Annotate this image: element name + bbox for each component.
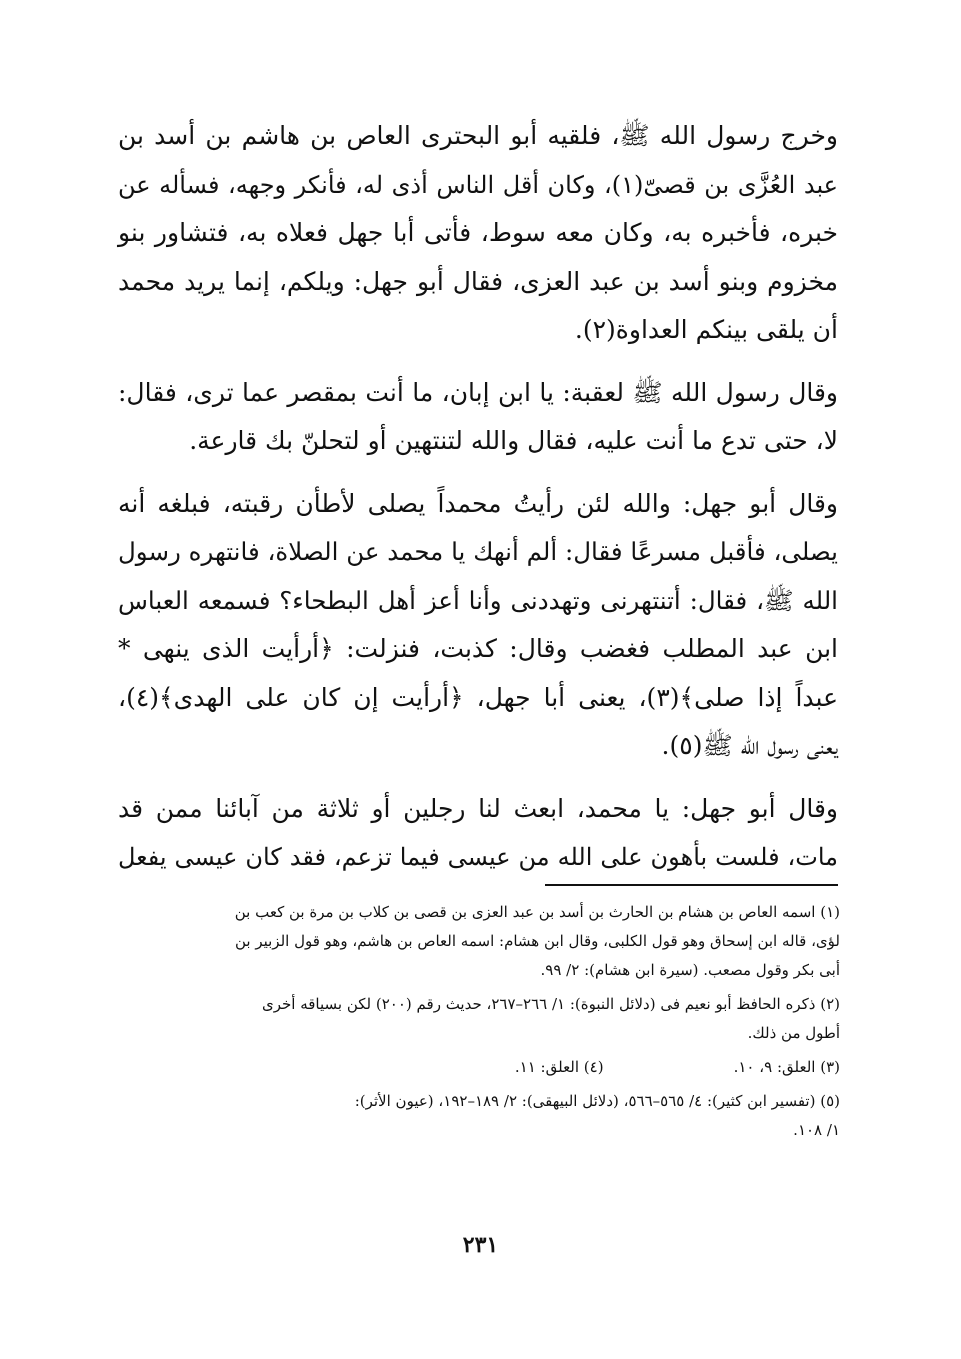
- text-line: يعنى رسول الله ﷺ(٥).: [661, 731, 838, 760]
- footnote-4: [515, 1053, 604, 1082]
- paragraph-2: [118, 369, 838, 466]
- text-line: الله ﷺ، فقال: أتنتهرنى وتهددنى وأنا أعز أهل البطحاء؟ فسمعه العباس: [118, 585, 838, 615]
- text-line: وقال أبو جهل: والله لئن رأيتُ محمداً يصلى لأطأن رقبته، فبلغه أنه: [118, 488, 838, 518]
- text-line: وقال رسول الله ﷺ لعقبة: يا ابن إبان، ما أنت بمقصر عما ترى، فقال:: [118, 377, 838, 407]
- footnote-5: [130, 1087, 840, 1145]
- footnote-row-3-4: [130, 1053, 840, 1082]
- footnote-1: [130, 898, 840, 985]
- footnote-line: لؤى، قاله ابن إسحاق وهو قول الكلبى، وقال ابن هشام: اسمه العاص بن هاشم، وهو قول الزبير بن: [234, 932, 840, 950]
- text-line: يصلى، فأقبل مسرعًا فقال: ألم أنهك يا محمد عن الصلاة، فانتهره رسول: [118, 537, 838, 566]
- footnote-line: (٤) العلق: ١١.: [514, 1058, 604, 1076]
- main-text: [118, 112, 838, 896]
- text-line: عبداً إذا صلى﴾(٣)، يعنى أبا جهل، ﴿أرأيت إن كان على الهدى﴾(٤)،: [118, 682, 838, 712]
- paragraph-3: [118, 480, 838, 771]
- footnote-3: [734, 1053, 840, 1082]
- text-line: وقال أبو جهل: يا محمد، ابعث لنا رجلين أو ثلاثة من آبائنا ممن قد: [118, 793, 838, 823]
- footnote-line: أبى بكر وقول مصعب. (سيرة ابن هشام): ٢/ ٩٩.: [540, 961, 840, 979]
- footnote-divider: [545, 884, 838, 886]
- text-line: ابن عبد المطلب فغضب وقال: كذبت، فنزلت: ﴿أرأيت الذى ينهى *: [118, 634, 838, 663]
- text-line: خبره، فأخبره به، وكان معه سوط، فأتى أبا جهل فعلاه به، فتشاور بنو: [118, 218, 838, 247]
- paragraph-4: [118, 785, 838, 882]
- text-line: وخرج رسول الله ﷺ، فلقيه أبو البحترى العاص بن هاشم بن أسد بن: [118, 121, 838, 150]
- text-line: مخزوم وبنو أسد بن عبد العزى، فقال أبو جهل: ويلكم، إنما يريد محمد: [118, 266, 838, 296]
- footnote-line: (٥) (تفسير ابن كثير): ٤/ ٥٦٥–٥٦٦، (دلائل البيهقى): ٢/ ١٨٩–١٩٢، (عيون الأثر):: [354, 1092, 840, 1110]
- footnote-line: (١) اسمه العاص بن هشام بن الحارث بن أسد بن عبد العزى بن قصى بن كلاب بن مرة بن كعب بن: [234, 903, 840, 921]
- footnote-line: (٢) ذكره الحافظ أبو نعيم فى (دلائل النبوة): ١/ ٢٦٦–٢٦٧، حديث رقم (٢٠٠) لكن بسياقه أخرى: [261, 995, 840, 1013]
- text-line: لا، حتى تدع ما أنت عليه، فقال والله لتنتهين أو لتحلنّ بك قارعة.: [189, 426, 838, 455]
- footnote-2: [130, 990, 840, 1048]
- footnote-line: ١/ ١٠٨.: [793, 1121, 840, 1139]
- footnote-line: أطول من ذلك.: [747, 1024, 840, 1042]
- footnote-line: (٣) العلق: ٩، ١٠.: [733, 1058, 840, 1076]
- text-line: أن يلقى بينكم العداوة(٢).: [574, 315, 838, 344]
- text-line: مات، فلست بأهون على الله من عيسى فيما تزعم، فقد كان عيسى يفعل: [118, 843, 838, 871]
- paragraph-1: [118, 112, 838, 355]
- text-line: عبد العُزَّى بن قصىّ(١)، وكان أقل الناس أذى له، فأنكر وجهه، فسأله عن: [118, 170, 839, 199]
- page-number: ٢٣١: [462, 1232, 499, 1258]
- footnotes: [130, 898, 840, 1150]
